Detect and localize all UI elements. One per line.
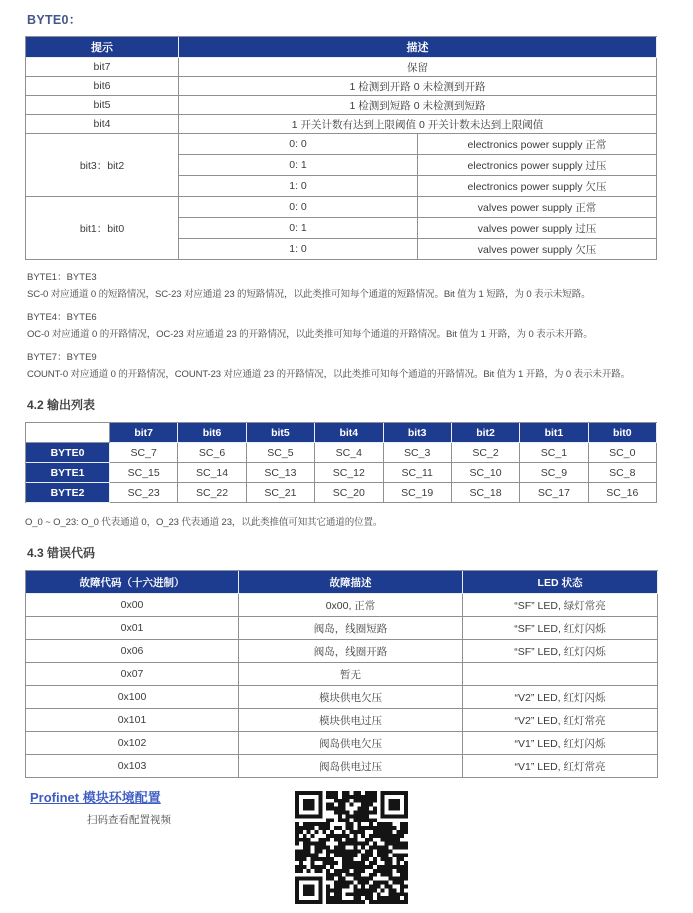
byte4-byte6-note: [27, 309, 657, 340]
output-channels-note: O_0 ~ O_23: O_0 代表通道 0，O_23 代表通道 23，以此类推值可知其它通道的位置。: [25, 517, 383, 528]
row-header: BYTE0: [26, 443, 110, 463]
section-heading-output-list: 4.2 输出列表: [27, 398, 96, 412]
byte7-byte9-note: [27, 349, 657, 380]
cell: SC_12: [315, 463, 383, 483]
desc-cell: 0x00, 正常: [239, 594, 463, 617]
cell: SC_17: [520, 483, 588, 503]
desc-cell: 1 检测到短路 0 未检测到短路: [179, 96, 657, 115]
table-row: [26, 483, 657, 503]
column-header-desc: 描述: [179, 37, 657, 58]
cell: SC_2: [452, 443, 520, 463]
value-cell: 0: 1: [179, 155, 418, 176]
cell: SC_16: [589, 483, 657, 503]
qr-caption: 扫码查看配置视频: [87, 814, 171, 826]
error-code-table: [25, 570, 658, 778]
code-cell: 0x00: [26, 594, 239, 617]
value-cell: 1: 0: [179, 176, 418, 197]
note-title: BYTE4：BYTE6: [27, 312, 97, 323]
note-title: BYTE7：BYTE9: [27, 352, 97, 363]
table-row: [26, 617, 658, 640]
value-cell: 0: 1: [179, 218, 418, 239]
corner-cell: [26, 423, 110, 443]
desc-cell: 阀岛，线圈开路: [239, 640, 463, 663]
table-row: [26, 115, 657, 134]
cell: SC_14: [178, 463, 246, 483]
column-header: bit7: [110, 423, 178, 443]
desc-cell: electronics power supply 欠压: [418, 176, 657, 197]
table-row: [26, 96, 657, 115]
table-header-row: [26, 571, 658, 594]
cell: SC_20: [315, 483, 383, 503]
code-cell: 0x100: [26, 686, 239, 709]
code-cell: 0x102: [26, 732, 239, 755]
profinet-config-link[interactable]: Profinet 模块环境配置: [30, 790, 161, 805]
table-row: [26, 594, 658, 617]
desc-cell: 阀岛，线圈短路: [239, 617, 463, 640]
desc-cell: 1 检测到开路 0 未检测到开路: [179, 77, 657, 96]
cell: SC_0: [589, 443, 657, 463]
cell: SC_9: [520, 463, 588, 483]
table-header-row: [26, 37, 657, 58]
cell: SC_8: [589, 463, 657, 483]
value-cell: 1: 0: [179, 239, 418, 260]
cell: SC_11: [384, 463, 452, 483]
column-header: bit0: [589, 423, 657, 443]
cell: SC_6: [178, 443, 246, 463]
hint-cell: bit7: [26, 58, 179, 77]
code-cell: 0x01: [26, 617, 239, 640]
table-row: [26, 640, 658, 663]
column-header: bit3: [384, 423, 452, 443]
cell: SC_13: [247, 463, 315, 483]
hint-cell: bit6: [26, 77, 179, 96]
code-cell: 0x103: [26, 755, 239, 778]
note-body: SC-0 对应通道 0 的短路情况，SC-23 对应通道 23 的短路情况，以此类推可知每个通道的短路情况。Bit 值为 1 短路，为 0 表示未短路。: [27, 289, 591, 300]
byte0-status-table: [25, 36, 657, 260]
led-cell: “V1” LED, 红灯闪烁: [463, 732, 658, 755]
desc-cell: 1 开关计数有达到上限阈值 0 开关计数未达到上限阈值: [179, 115, 657, 134]
table-row: [26, 463, 657, 483]
cell: SC_7: [110, 443, 178, 463]
column-header: bit2: [452, 423, 520, 443]
column-header-led: LED 状态: [463, 571, 658, 594]
led-cell: “V1” LED, 红灯常亮: [463, 755, 658, 778]
cell: SC_18: [452, 483, 520, 503]
led-cell: “SF” LED, 红灯闪烁: [463, 640, 658, 663]
column-header-desc: 故障描述: [239, 571, 463, 594]
led-cell: “V2” LED, 红灯常亮: [463, 709, 658, 732]
note-body: COUNT-0 对应通道 0 的开路情况，COUNT-23 对应通道 23 的开路情况，以此类推可知每个通道的开路情况。Bit 值为 1 开路，为 0 表示未开路。: [27, 369, 631, 380]
desc-cell: electronics power supply 正常: [418, 134, 657, 155]
led-cell: “SF” LED, 绿灯常亮: [463, 594, 658, 617]
table-row: [26, 197, 657, 218]
column-header-code: 故障代码（十六进制）: [26, 571, 239, 594]
desc-cell: 模块供电过压: [239, 709, 463, 732]
code-cell: 0x06: [26, 640, 239, 663]
table-row: [26, 709, 658, 732]
cell: SC_5: [247, 443, 315, 463]
cell: SC_15: [110, 463, 178, 483]
page-title: BYTE0：: [27, 13, 82, 27]
cell: SC_1: [520, 443, 588, 463]
cell: SC_23: [110, 483, 178, 503]
desc-cell: valves power supply 欠压: [418, 239, 657, 260]
hint-cell: bit1：bit0: [26, 197, 179, 260]
column-header: bit5: [247, 423, 315, 443]
cell: SC_10: [452, 463, 520, 483]
cell: SC_4: [315, 443, 383, 463]
led-cell: [463, 663, 658, 686]
note-body: OC-0 对应通道 0 的开路情况，OC-23 对应通道 23 的开路情况，以此类推可知每个通道的开路情况。Bit 值为 1 开路，为 0 表示未开路。: [27, 329, 593, 340]
column-header-hint: 提示: [26, 37, 179, 58]
cell: SC_22: [178, 483, 246, 503]
desc-cell: 保留: [179, 58, 657, 77]
led-cell: “V2” LED, 红灯闪烁: [463, 686, 658, 709]
led-cell: “SF” LED, 红灯闪烁: [463, 617, 658, 640]
desc-cell: valves power supply 过压: [418, 218, 657, 239]
column-header: bit6: [178, 423, 246, 443]
output-list-table: [25, 422, 657, 503]
table-row: [26, 663, 658, 686]
hint-cell: bit4: [26, 115, 179, 134]
cell: SC_21: [247, 483, 315, 503]
hint-cell: bit3：bit2: [26, 134, 179, 197]
cell: SC_19: [384, 483, 452, 503]
desc-cell: valves power supply 正常: [418, 197, 657, 218]
desc-cell: electronics power supply 过压: [418, 155, 657, 176]
column-header: bit1: [520, 423, 588, 443]
section-heading-error-codes: 4.3 错误代码: [27, 546, 96, 560]
table-row: [26, 755, 658, 778]
hint-cell: bit5: [26, 96, 179, 115]
table-row: [26, 732, 658, 755]
desc-cell: 阀岛供电过压: [239, 755, 463, 778]
table-row: [26, 58, 657, 77]
desc-cell: 模块供电欠压: [239, 686, 463, 709]
row-header: BYTE2: [26, 483, 110, 503]
table-row: [26, 77, 657, 96]
row-header: BYTE1: [26, 463, 110, 483]
value-cell: 0: 0: [179, 134, 418, 155]
column-header: bit4: [315, 423, 383, 443]
table-row: [26, 686, 658, 709]
footer: [25, 787, 657, 913]
byte1-byte3-note: [27, 269, 657, 300]
table-row: [26, 134, 657, 155]
table-header-row: [26, 423, 657, 443]
code-cell: 0x07: [26, 663, 239, 686]
code-cell: 0x101: [26, 709, 239, 732]
value-cell: 0: 0: [179, 197, 418, 218]
table-row: [26, 443, 657, 463]
note-title: BYTE1：BYTE3: [27, 272, 97, 283]
qr-code: [295, 791, 408, 904]
cell: SC_3: [384, 443, 452, 463]
desc-cell: 暂无: [239, 663, 463, 686]
desc-cell: 阀岛供电欠压: [239, 732, 463, 755]
